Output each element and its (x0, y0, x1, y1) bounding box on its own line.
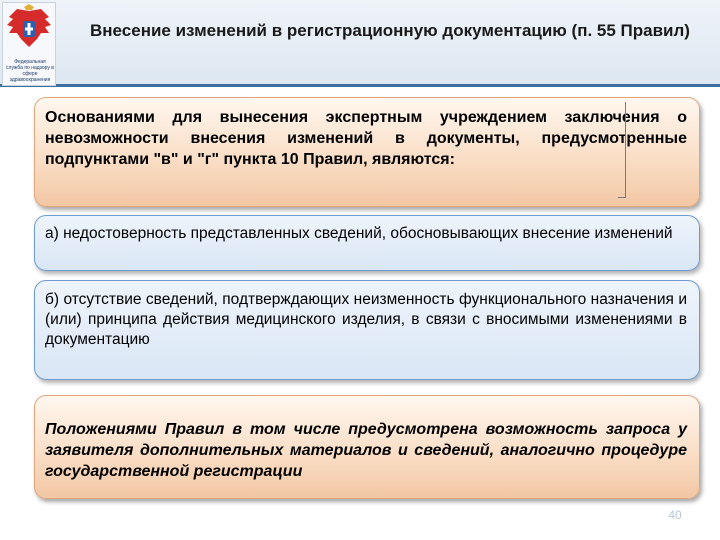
page-title: Внесение изменений в регистрационную документацию (п. 55 Правил) (90, 21, 690, 40)
grounds-text: Основаниями для вынесения экспертным учреждением заключения о невозможности внесения изменений в документы, предусмотренные подпунктами "в" и "г" пункта 10 Правил, являются: (45, 109, 687, 168)
bracket-line (618, 102, 626, 198)
item-a-box (34, 215, 700, 271)
page-number: 40 (668, 508, 682, 522)
emblem-logo (2, 2, 56, 86)
double-headed-eagle-icon (3, 3, 55, 59)
header-divider (0, 84, 720, 87)
item-a-text: а) недостоверность представленных сведений, обосновывающих внесение изменений (45, 225, 673, 242)
item-b-box (34, 280, 700, 380)
note-box (34, 395, 700, 499)
item-b-text: б) отсутствие сведений, подтверждающих неизменность функционального назначения и (или) принципа действия медицинского изделия, в связи с вносимыми изменениями в документацию (45, 291, 687, 348)
logo-caption: Федеральная служба по надзору в сфере здравоохранения (6, 59, 54, 83)
note-text: Положениями Правил в том числе предусмотрена возможность запроса у заявителя дополнительных материалов и сведений, аналогично процедуре государственной регистрации (45, 421, 687, 480)
grounds-box (34, 97, 700, 207)
